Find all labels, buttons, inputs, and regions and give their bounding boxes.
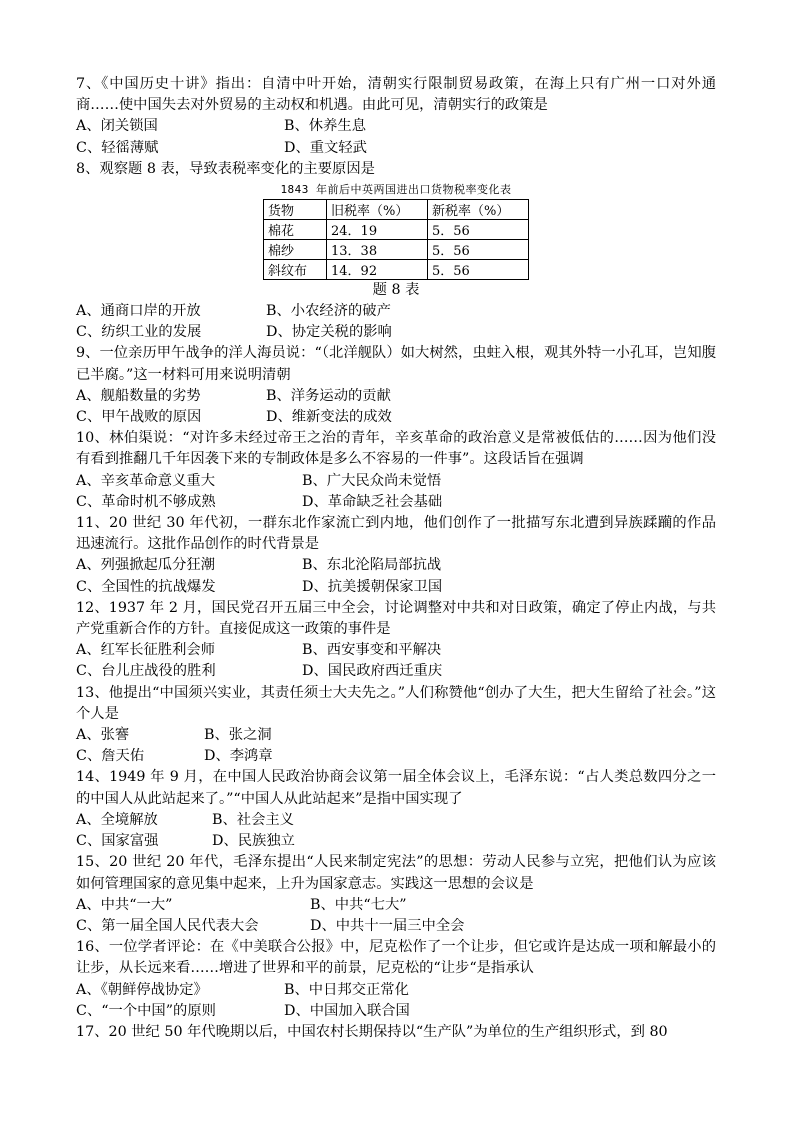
question-stem: 17、20 世纪 50 年代晚期以后，中国农村长期保持以“生产队”为单位的生产组织形式，到 80 [76,1023,668,1040]
tax-table-block [76,182,716,301]
question-8 [76,159,716,344]
options [76,116,716,158]
header-cell: 货物 [264,200,327,220]
option-a: A、全境解放 [76,811,158,828]
option-c: C、甲午战败的原因 [76,409,202,426]
header-cell: 旧税率（%） [327,200,428,220]
option-c: C、詹天佑 [76,748,145,765]
question-stem: 15、20 世纪 20 年代，毛泽东提出“人民来制定宪法”的思想：劳动人民参与立宪，把他们认为应该如何管理国家的意见集中起来，上升为国家意志。实践这一思想的会议是 [76,854,716,892]
table-cell: 13．38 [327,240,428,260]
option-d: D、重文轻武 [284,139,367,156]
question-stem: 8、观察题 8 表，导致表税率变化的主要原因是 [76,160,375,177]
question-12 [76,598,716,683]
table-row [264,260,529,280]
table-row [264,220,529,240]
table-row [264,240,529,260]
options [76,725,716,767]
options [76,301,716,343]
option-a: A、《朝鲜停战协定》 [76,981,208,998]
question-stem: 13、他提出“中国须兴实业，其责任须士大夫先之。”人们称赞他“创办了大生，把大生留给了社会。”这个人是 [76,684,716,722]
question-7 [76,74,716,159]
question-13 [76,683,716,768]
option-a: A、中共“一大” [76,896,173,913]
question-15 [76,852,716,937]
option-c: C、革命时机不够成熟 [76,493,216,510]
option-d: D、协定关税的影响 [266,324,392,341]
options [76,471,716,513]
option-c: C、全国性的抗战爆发 [76,578,216,595]
options [76,895,716,937]
exam-page [76,74,716,1043]
table-cell: 斜纹布 [264,260,327,280]
option-c: C、国家富强 [76,833,159,850]
table-cell: 5．56 [428,220,529,240]
table-cell: 5．56 [428,260,529,280]
options [76,810,716,852]
option-b: B、中日邦交正常化 [284,981,409,998]
option-a: A、列强掀起瓜分狂潮 [76,557,215,574]
options [76,386,716,428]
question-stem: 7、《中国历史十讲》指出：自清中叶开始，清朝实行限制贸易政策，在海上只有广州一口对外通商……使中国失去对外贸易的主动权和机遇。由此可见，清朝实行的政策是 [76,76,716,114]
option-b: B、中共“七大” [310,896,407,913]
option-c: C、第一届全国人民代表大会 [76,917,259,934]
option-d: D、抗美援朝保家卫国 [302,578,443,595]
table-cell: 14．92 [327,260,428,280]
option-a: A、辛亥革命意义重大 [76,472,215,489]
question-stem: 9、一位亲历甲午战争的洋人海员说：“（北洋舰队）如大树然，虫蛀入根，观其外特一小孔耳，岂知腹已半腐。”这一材料可用来说明清朝 [76,345,716,383]
option-a: A、红军长征胜利会师 [76,642,215,659]
option-a: A、舰船数量的劣势 [76,387,201,404]
table-cell: 24．19 [327,220,428,240]
option-b: B、休养生息 [284,118,366,135]
option-b: B、小农经济的破产 [266,303,391,320]
table-caption: 1843 年前后中英两国进出口货物税率变化表 [280,183,512,197]
option-d: D、民族独立 [212,833,295,850]
option-b: B、洋务运动的贡献 [266,387,391,404]
options [76,555,716,597]
option-c: C、台儿庄战役的胜利 [76,663,216,680]
question-17 [76,1022,716,1043]
option-b: B、张之洞 [204,727,272,744]
question-stem: 16、一位学者评论：在《中美联合公报》中，尼克松作了一个让步，但它或许是达成一项和解最小的让步，从长远来看……增进了世界和平的前景，尼克松的“让步“是指承认 [76,939,716,977]
option-b: B、社会主义 [212,811,294,828]
options [76,640,716,682]
option-c: C、“一个中国”的原则 [76,1002,216,1019]
question-14 [76,767,716,852]
option-d: D、中共十一届三中全会 [310,917,465,934]
option-b: B、东北沦陷局部抗战 [302,557,442,574]
option-c: C、纺织工业的发展 [76,324,202,341]
table-cell: 棉花 [264,220,327,240]
option-a: A、张謇 [76,727,130,744]
option-b: B、西安事变和平解决 [302,642,442,659]
table-note: 题 8 表 [372,282,420,299]
option-d: D、维新变法的成效 [266,409,392,426]
option-d: D、革命缺乏社会基础 [302,493,443,510]
question-stem: 12、1937 年 2 月，国民党召开五届三中全会，讨论调整对中共和对日政策，确定了停止内战，与共产党重新合作的方针。直接促成这一政策的事件是 [76,599,716,638]
header-cell: 新税率（%） [428,200,529,220]
tax-rate-table [263,199,529,280]
table-header-row [264,200,529,220]
table-cell: 5．56 [428,240,529,260]
question-stem: 11、20 世纪 30 年代初，一群东北作家流亡到内地，他们创作了一批描写东北遭到异族蹂躏的作品迅速流行。这批作品创作的时代背景是 [76,515,716,553]
question-stem: 14、1949 年 9 月，在中国人民政治协商会议第一届全体会议上，毛泽东说：“占人类总数四分之一的中国人从此站起来了。”“中国人从此站起来”是指中国实现了 [76,769,716,807]
question-stem: 10、林伯渠说：“对许多未经过帝王之治的青年，辛亥革命的政治意义是常被低估的……因为他们没有看到推翻几千年因袭下来的专制政体是多么不容易的一件事”。这段话旨在强调 [76,430,716,468]
question-16 [76,937,716,1022]
option-a: A、通商口岸的开放 [76,303,201,320]
question-11 [76,513,716,598]
option-d: D、国民政府西迁重庆 [302,663,443,680]
option-c: C、轻徭薄赋 [76,139,159,156]
option-b: B、广大民众尚未觉悟 [302,472,442,489]
question-10 [76,428,716,513]
option-d: D、中国加入联合国 [284,1002,410,1019]
option-d: D、李鸿章 [204,748,273,765]
question-9 [76,343,716,428]
table-cell: 棉纱 [264,240,327,260]
option-a: A、闭关锁国 [76,118,158,135]
options [76,980,716,1022]
